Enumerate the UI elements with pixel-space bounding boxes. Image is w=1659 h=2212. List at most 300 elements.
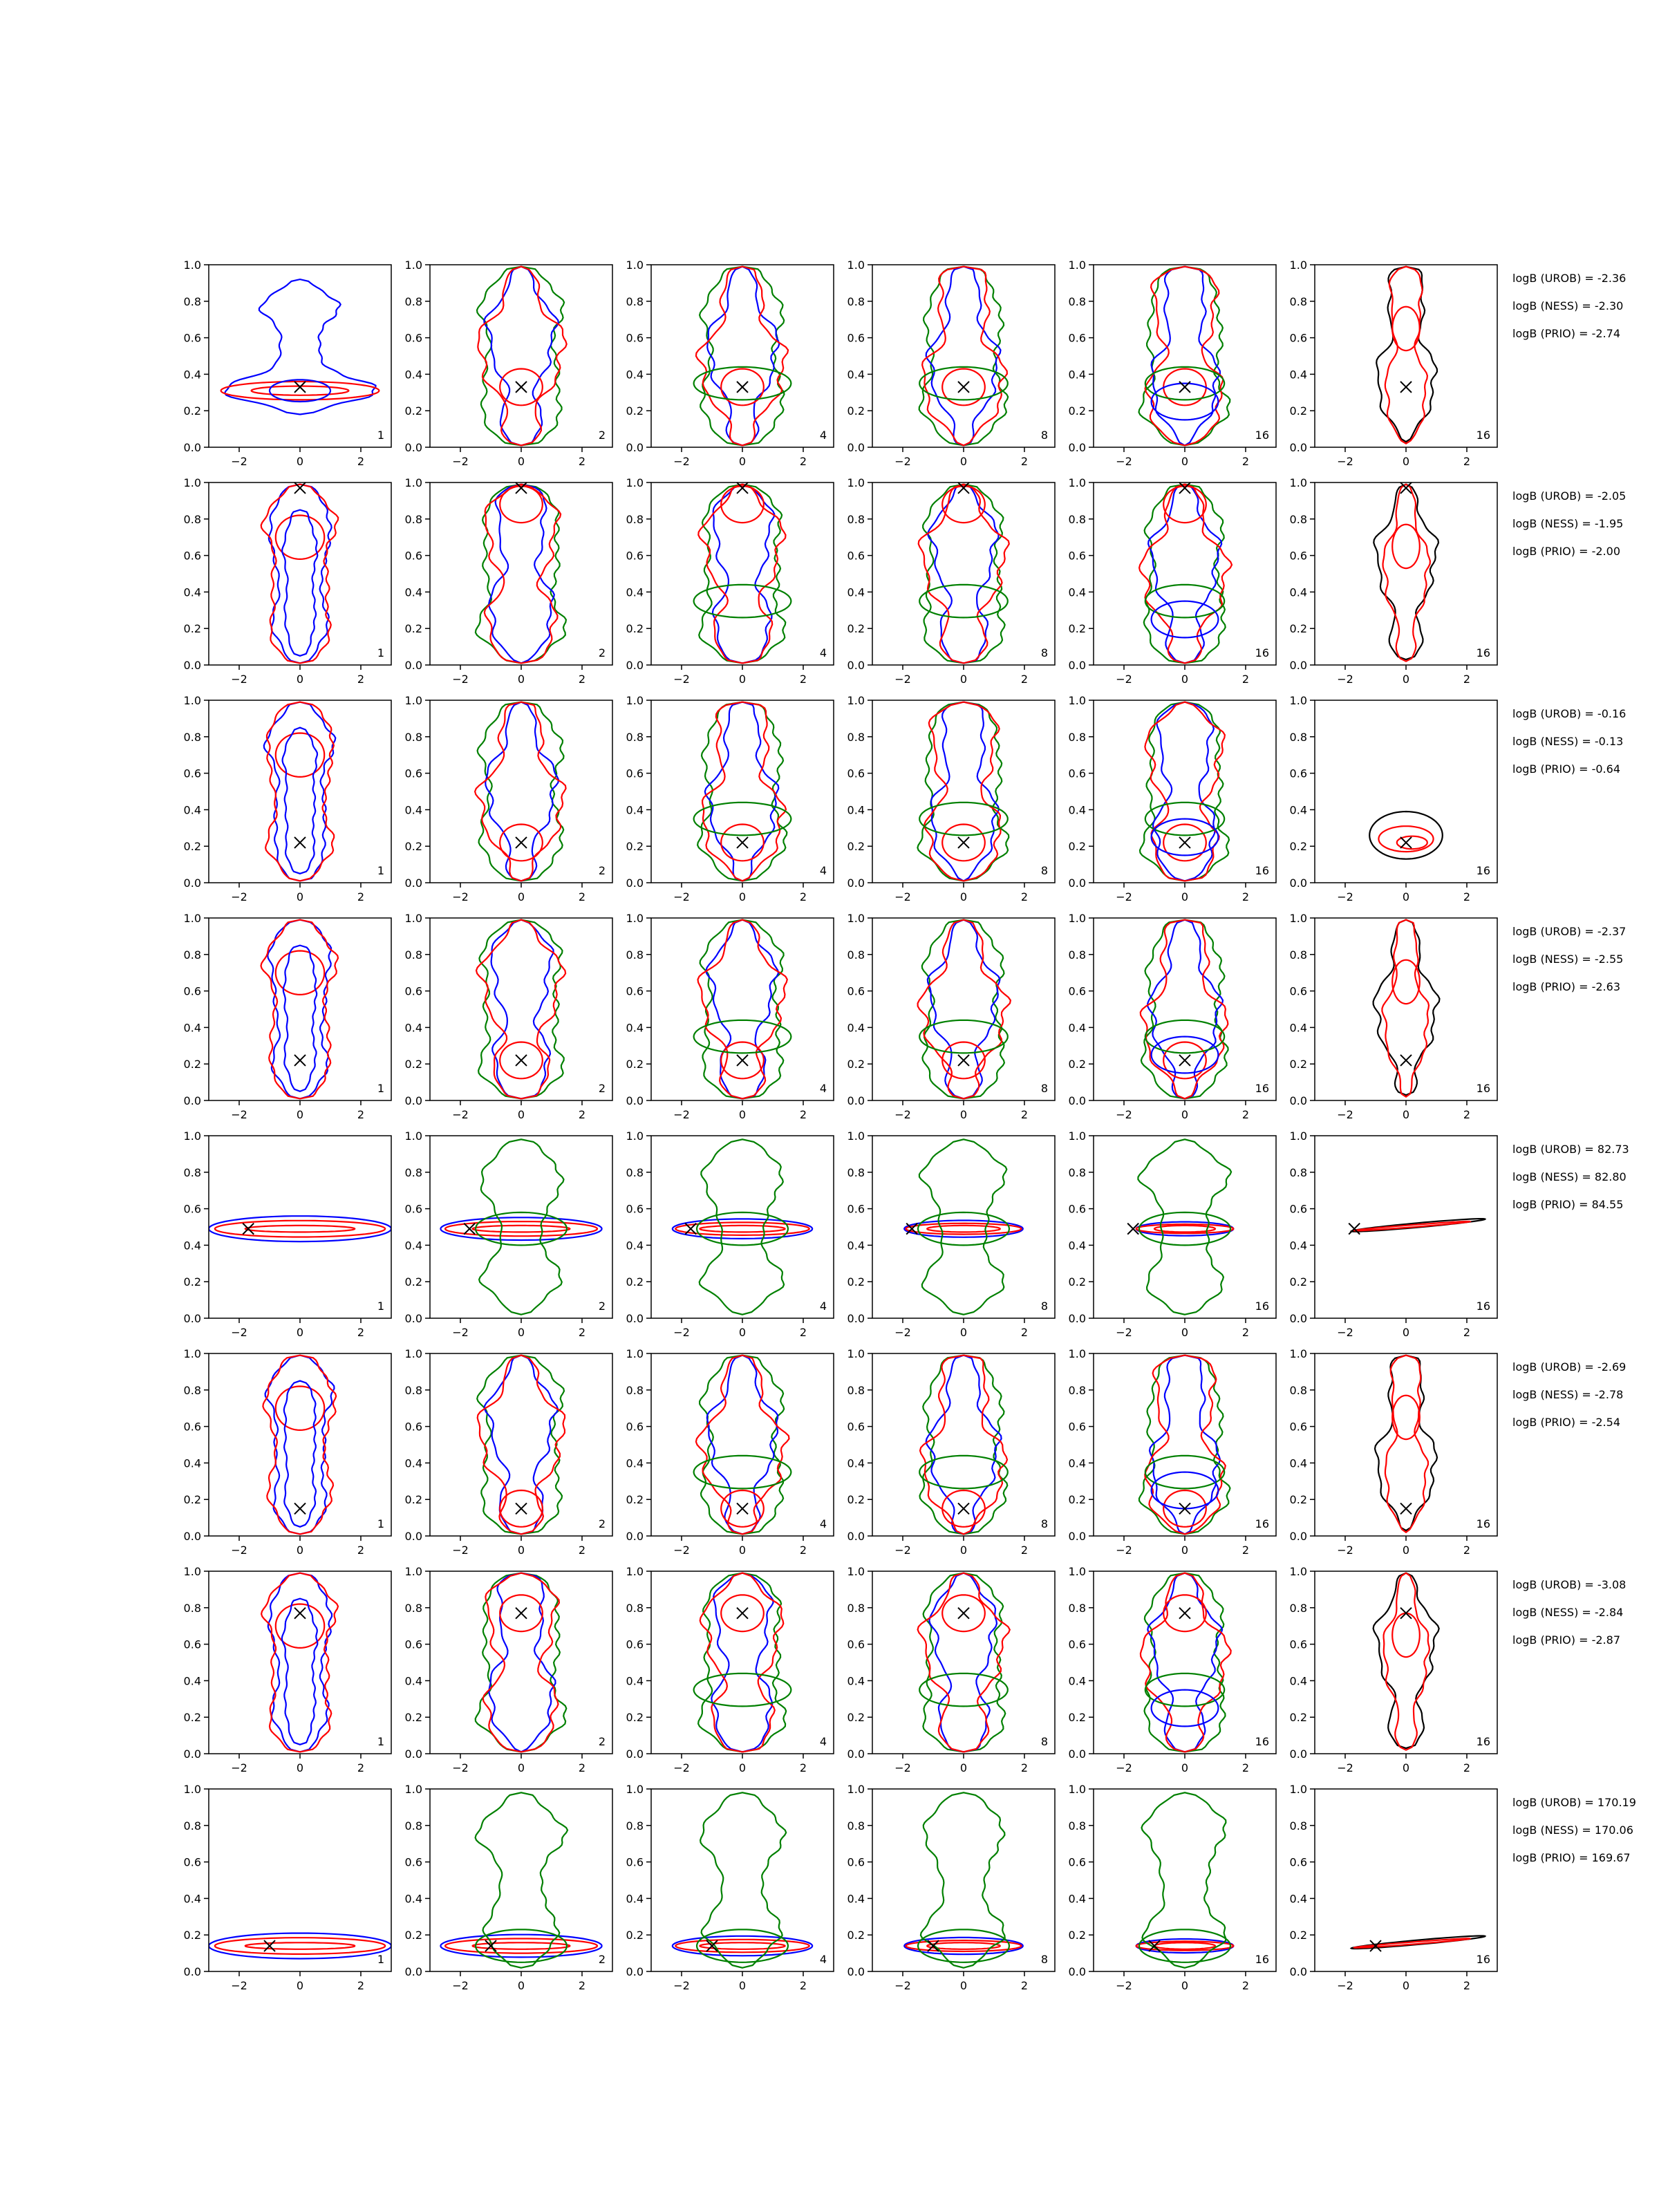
y-tick-label: 1.0 <box>1289 1347 1307 1360</box>
x-tick-label: −2 <box>894 1979 911 1992</box>
x-tick-label: −2 <box>1337 1979 1353 1992</box>
axes-frame <box>430 482 612 665</box>
y-tick-label: 0.0 <box>183 441 201 454</box>
contour-line <box>478 267 566 446</box>
true-value-marker <box>958 1055 969 1066</box>
y-tick-label: 0.4 <box>1289 1892 1307 1906</box>
y-tick-label: 0.4 <box>626 1892 644 1906</box>
panel-r5-c2 <box>405 1130 612 1339</box>
x-tick-label: 0 <box>296 1761 304 1774</box>
y-tick-label: 0.0 <box>1068 1965 1086 1978</box>
y-tick-label: 0.8 <box>847 512 865 526</box>
x-tick-label: 2 <box>799 455 807 468</box>
y-tick-label: 0.6 <box>1289 1638 1307 1651</box>
contour-line <box>919 1456 1008 1489</box>
x-tick-label: 0 <box>1181 1979 1189 1992</box>
y-tick-label: 0.0 <box>626 659 644 672</box>
x-tick-label: 0 <box>517 455 525 468</box>
y-tick-label: 0.6 <box>183 767 201 780</box>
column-label: 8 <box>1040 864 1048 877</box>
contour-line <box>694 1456 791 1489</box>
y-tick-label: 0.0 <box>1289 441 1307 454</box>
x-tick-label: −2 <box>231 455 247 468</box>
y-tick-label: 0.0 <box>847 1094 865 1107</box>
true-value-marker <box>1179 837 1190 848</box>
contour-line <box>698 920 787 1099</box>
y-tick-label: 0.4 <box>1289 585 1307 599</box>
y-tick-label: 0.6 <box>404 1420 422 1434</box>
y-tick-label: 0.0 <box>847 1747 865 1761</box>
contour-line <box>479 1139 563 1314</box>
contour-line <box>445 1221 597 1236</box>
y-tick-label: 0.6 <box>183 1855 201 1869</box>
contour-line <box>1148 485 1221 664</box>
y-tick-label: 0.4 <box>1068 1456 1086 1470</box>
y-tick-label: 1.0 <box>847 694 865 707</box>
y-tick-label: 1.0 <box>183 476 201 489</box>
y-tick-label: 0.2 <box>626 622 644 636</box>
x-tick-label: 2 <box>1020 1108 1029 1121</box>
contour-lines <box>264 702 336 881</box>
true-value-marker <box>294 837 306 848</box>
y-tick-label: 0.6 <box>1068 767 1086 780</box>
y-tick-label: 0.8 <box>626 730 644 744</box>
contour-line <box>1374 1573 1439 1749</box>
x-tick-label: 0 <box>296 1108 304 1121</box>
x-tick-label: 0 <box>1402 455 1410 468</box>
y-tick-label: 0.4 <box>183 1456 201 1470</box>
column-label: 8 <box>1040 1517 1048 1530</box>
x-tick-label: 2 <box>799 1979 807 1992</box>
x-tick-label: −2 <box>894 1108 911 1121</box>
y-tick-label: 1.0 <box>404 1783 422 1796</box>
x-tick-label: 2 <box>1241 455 1250 468</box>
x-tick-label: 0 <box>959 1979 968 1992</box>
y-tick-label: 0.4 <box>1289 803 1307 817</box>
y-tick-label: 0.6 <box>847 984 865 998</box>
contour-line <box>1152 384 1219 420</box>
y-tick-label: 0.6 <box>847 1202 865 1216</box>
contour-line <box>1154 1942 1215 1949</box>
x-tick-label: 0 <box>1181 1544 1189 1557</box>
x-tick-label: 0 <box>738 890 747 903</box>
y-tick-label: 1.0 <box>183 1347 201 1360</box>
contour-line <box>473 1942 570 1949</box>
y-tick-label: 0.6 <box>847 549 865 563</box>
contour-line <box>1374 485 1438 660</box>
bayes-factor-label: logB (NESS) = -2.30 <box>1512 299 1624 312</box>
y-tick-label: 1.0 <box>1068 1130 1086 1143</box>
contour-line <box>697 1212 788 1246</box>
contour-line <box>245 1226 355 1232</box>
bayes-factor-label: logB (PRIO) = -2.00 <box>1512 545 1620 558</box>
contour-line <box>476 920 565 1099</box>
y-tick-label: 0.4 <box>847 803 865 817</box>
y-tick-label: 0.8 <box>626 1383 644 1397</box>
axes-frame <box>430 918 612 1100</box>
y-tick-label: 0.6 <box>183 331 201 345</box>
x-tick-label: 2 <box>357 455 365 468</box>
contour-lines <box>1374 920 1440 1097</box>
x-tick-label: 0 <box>1402 890 1410 903</box>
contour-line <box>245 1942 355 1949</box>
x-tick-label: −2 <box>1116 1108 1132 1121</box>
y-tick-label: 0.8 <box>1068 294 1086 308</box>
y-tick-label: 0.4 <box>183 368 201 382</box>
x-tick-label: 2 <box>357 890 365 903</box>
y-tick-label: 0.8 <box>1068 948 1086 962</box>
y-tick-label: 0.4 <box>626 368 644 382</box>
bayes-factor-label: logB (NESS) = -0.13 <box>1512 735 1624 748</box>
y-tick-label: 1.0 <box>1068 476 1086 489</box>
y-tick-label: 0.4 <box>1289 1674 1307 1688</box>
y-tick-label: 0.0 <box>1289 1094 1307 1107</box>
y-tick-label: 0.8 <box>847 730 865 744</box>
y-tick-label: 0.2 <box>626 1493 644 1507</box>
x-tick-label: 2 <box>1241 673 1250 686</box>
x-tick-label: 2 <box>578 455 586 468</box>
x-tick-label: 0 <box>517 890 525 903</box>
y-tick-label: 1.0 <box>626 1130 644 1143</box>
contour-lines <box>1136 1139 1234 1314</box>
axes-frame <box>209 1789 391 1971</box>
axes-frame <box>209 265 391 447</box>
x-tick-label: −2 <box>452 1761 469 1774</box>
y-tick-label: 0.8 <box>1289 1383 1307 1397</box>
y-tick-label: 0.0 <box>183 1530 201 1543</box>
contour-line <box>919 1020 1008 1053</box>
contour-line <box>489 1573 555 1752</box>
contour-line <box>918 1929 1009 1962</box>
contour-line <box>1382 920 1429 1097</box>
y-tick-label: 0.4 <box>847 1892 865 1906</box>
y-tick-label: 1.0 <box>626 1783 644 1796</box>
y-tick-label: 0.6 <box>847 1638 865 1651</box>
y-tick-label: 0.4 <box>183 1021 201 1035</box>
x-tick-label: 2 <box>1020 890 1029 903</box>
x-tick-label: 2 <box>799 1544 807 1557</box>
x-tick-label: 0 <box>959 1108 968 1121</box>
contour-line <box>1152 1690 1219 1727</box>
y-tick-label: 0.0 <box>404 1312 422 1325</box>
column-label: 1 <box>377 1517 384 1530</box>
contour-line <box>1375 1356 1437 1531</box>
column-label: 2 <box>598 429 606 442</box>
y-tick-label: 0.8 <box>404 730 422 744</box>
y-tick-label: 0.8 <box>404 1601 422 1615</box>
column-label: 2 <box>598 646 606 659</box>
x-tick-label: 2 <box>1463 1544 1471 1557</box>
y-tick-label: 1.0 <box>404 259 422 272</box>
x-tick-label: 0 <box>517 1326 525 1339</box>
column-label: 4 <box>819 1300 827 1313</box>
y-tick-label: 0.2 <box>847 1493 865 1507</box>
y-tick-label: 0.4 <box>404 1892 422 1906</box>
x-tick-label: −2 <box>1116 455 1132 468</box>
y-tick-label: 0.2 <box>183 1711 201 1725</box>
y-tick-label: 0.2 <box>847 840 865 854</box>
contour-lines <box>694 1356 791 1535</box>
y-tick-label: 0.4 <box>404 585 422 599</box>
y-tick-label: 0.2 <box>183 1058 201 1071</box>
axes-frame <box>872 482 1055 665</box>
y-tick-label: 1.0 <box>404 1130 422 1143</box>
axes-frame <box>430 1571 612 1754</box>
x-tick-label: −2 <box>894 1761 911 1774</box>
x-tick-label: 0 <box>1402 1761 1410 1774</box>
y-tick-label: 0.0 <box>626 877 644 890</box>
y-tick-label: 0.4 <box>1289 1239 1307 1253</box>
x-tick-label: 0 <box>738 1979 747 1992</box>
x-tick-label: −2 <box>1116 1326 1132 1339</box>
x-tick-label: 0 <box>1181 1108 1189 1121</box>
contour-line <box>1147 920 1223 1099</box>
x-tick-label: −2 <box>673 1326 690 1339</box>
y-tick-label: 0.6 <box>183 549 201 563</box>
x-tick-label: 2 <box>1463 1108 1471 1121</box>
y-tick-label: 0.8 <box>1068 1383 1086 1397</box>
y-tick-label: 0.2 <box>183 840 201 854</box>
true-value-marker <box>737 837 748 848</box>
true-value-marker <box>1400 837 1412 848</box>
axes-frame <box>651 265 834 447</box>
column-label: 16 <box>1476 1082 1490 1095</box>
contour-lines <box>1139 1356 1230 1535</box>
contour-line <box>1139 1212 1230 1246</box>
axes-frame <box>209 1136 391 1318</box>
x-tick-label: 0 <box>296 1544 304 1557</box>
x-tick-label: 2 <box>357 1326 365 1339</box>
x-tick-label: 2 <box>1463 1326 1471 1339</box>
contour-lines <box>1141 1573 1231 1752</box>
y-tick-label: 0.8 <box>183 294 201 308</box>
x-tick-label: −2 <box>673 673 690 686</box>
contour-lines <box>476 485 566 664</box>
y-tick-label: 0.8 <box>1068 512 1086 526</box>
panel-r8-c4 <box>847 1783 1055 1992</box>
contour-line <box>269 485 332 664</box>
axes-frame <box>1315 700 1497 883</box>
y-tick-label: 1.0 <box>404 476 422 489</box>
x-tick-label: 0 <box>517 1979 525 1992</box>
contour-line <box>706 920 778 1099</box>
y-tick-label: 0.6 <box>404 1855 422 1869</box>
contour-line <box>1392 960 1420 1004</box>
y-tick-label: 0.6 <box>847 767 865 780</box>
bayes-factor-label: logB (PRIO) = -2.74 <box>1512 327 1620 340</box>
contour-line <box>923 485 1005 664</box>
contour-lines <box>209 1216 391 1241</box>
axes-frame <box>1094 1136 1276 1318</box>
y-tick-label: 0.0 <box>626 1530 644 1543</box>
x-tick-label: −2 <box>452 1979 469 1992</box>
contour-line <box>489 485 554 664</box>
panel-r8-c1 <box>184 1783 391 1992</box>
y-tick-label: 0.4 <box>404 1674 422 1688</box>
column-label: 16 <box>1476 429 1490 442</box>
panel-r2-c2 <box>405 476 612 686</box>
column-label: 4 <box>819 1082 827 1095</box>
panel-r8-c5 <box>1069 1783 1276 1992</box>
contour-lines <box>261 920 339 1099</box>
axes-frame <box>651 1571 834 1754</box>
y-tick-label: 0.2 <box>404 1929 422 1942</box>
true-value-marker <box>294 1055 306 1066</box>
y-tick-label: 1.0 <box>1289 694 1307 707</box>
x-tick-label: −2 <box>1116 890 1132 903</box>
y-tick-label: 0.2 <box>404 622 422 636</box>
column-label: 4 <box>819 646 827 659</box>
y-tick-label: 0.4 <box>626 1674 644 1688</box>
x-tick-label: −2 <box>1337 455 1353 468</box>
y-tick-label: 1.0 <box>847 1347 865 1360</box>
y-tick-label: 0.8 <box>183 1601 201 1615</box>
x-tick-label: 2 <box>357 1544 365 1557</box>
x-tick-label: 2 <box>1020 1979 1029 1992</box>
column-label: 2 <box>598 1735 606 1748</box>
x-tick-label: −2 <box>1116 673 1132 686</box>
bayes-factor-label: logB (UROB) = -2.37 <box>1512 925 1627 938</box>
contour-lines <box>919 267 1009 446</box>
y-tick-label: 0.8 <box>847 1165 865 1179</box>
y-tick-label: 0.0 <box>847 877 865 890</box>
y-tick-label: 0.2 <box>626 1275 644 1289</box>
bayes-factor-label: logB (NESS) = -1.95 <box>1512 517 1624 530</box>
x-tick-label: 0 <box>738 1761 747 1774</box>
x-tick-label: 2 <box>578 1761 586 1774</box>
y-tick-label: 0.8 <box>1068 1165 1086 1179</box>
y-tick-label: 0.2 <box>1068 1275 1086 1289</box>
x-tick-label: 0 <box>959 673 968 686</box>
column-label: 1 <box>377 864 384 877</box>
y-tick-label: 0.2 <box>847 622 865 636</box>
contour-line <box>707 1356 778 1535</box>
y-tick-label: 0.4 <box>847 368 865 382</box>
contour-line <box>484 267 559 446</box>
true-value-marker <box>737 1503 748 1514</box>
y-tick-label: 0.8 <box>847 948 865 962</box>
true-value-marker <box>264 1940 275 1951</box>
true-value-marker <box>958 1503 969 1514</box>
y-tick-label: 0.8 <box>1068 1819 1086 1833</box>
x-tick-label: 0 <box>1181 1761 1189 1774</box>
y-tick-label: 0.2 <box>847 1275 865 1289</box>
bayes-factor-label: logB (PRIO) = -0.64 <box>1512 762 1620 776</box>
y-tick-label: 0.2 <box>1289 1275 1307 1289</box>
contour-lines <box>261 1573 338 1752</box>
axes-frame <box>872 1789 1055 1971</box>
contour-line <box>675 1940 809 1953</box>
contour-line <box>1153 702 1215 881</box>
panel-r1-c6 <box>1290 259 1497 468</box>
y-tick-label: 0.4 <box>1068 1021 1086 1035</box>
contour-line <box>918 1212 1009 1246</box>
y-tick-label: 0.4 <box>1068 1892 1086 1906</box>
contour-line <box>694 367 791 400</box>
column-label: 16 <box>1476 1517 1490 1530</box>
axes-frame <box>1315 1571 1497 1754</box>
y-tick-label: 0.8 <box>626 1819 644 1833</box>
contour-line <box>284 1381 316 1527</box>
y-tick-label: 0.2 <box>1068 622 1086 636</box>
y-tick-label: 0.2 <box>1289 622 1307 636</box>
y-tick-label: 1.0 <box>1289 1565 1307 1578</box>
x-tick-label: 0 <box>959 890 968 903</box>
y-tick-label: 0.6 <box>404 1638 422 1651</box>
x-tick-label: 0 <box>1181 890 1189 903</box>
bayes-factor-label: logB (NESS) = 82.80 <box>1512 1170 1627 1183</box>
y-tick-label: 0.6 <box>1068 1855 1086 1869</box>
x-tick-label: −2 <box>452 455 469 468</box>
column-label: 2 <box>598 1953 606 1966</box>
panel-r2-c5 <box>1069 476 1276 686</box>
column-label: 2 <box>598 1082 606 1095</box>
panel-r6-c5 <box>1069 1347 1276 1557</box>
column-label: 2 <box>598 1300 606 1313</box>
contour-line <box>485 1356 558 1535</box>
y-tick-label: 0.2 <box>183 622 201 636</box>
y-tick-label: 0.8 <box>626 1601 644 1615</box>
x-tick-label: 0 <box>1402 1544 1410 1557</box>
contour-line <box>215 1221 385 1237</box>
panel-r7-c6 <box>1290 1565 1497 1774</box>
y-tick-label: 0.4 <box>183 1674 201 1688</box>
y-tick-label: 1.0 <box>1289 912 1307 925</box>
x-tick-label: −2 <box>1337 1761 1353 1774</box>
bayes-factor-label: logB (UROB) = -2.69 <box>1512 1360 1627 1374</box>
contour-lines <box>1374 1573 1439 1750</box>
x-tick-label: 0 <box>738 673 747 686</box>
y-tick-label: 0.8 <box>1289 1165 1307 1179</box>
y-tick-label: 0.0 <box>404 441 422 454</box>
y-tick-label: 0.2 <box>404 1493 422 1507</box>
true-value-marker <box>958 1608 969 1619</box>
y-tick-label: 1.0 <box>847 1783 865 1796</box>
contour-lines <box>476 1573 567 1752</box>
x-tick-label: −2 <box>894 455 911 468</box>
panel-r4-c6 <box>1290 912 1497 1121</box>
y-tick-label: 0.8 <box>404 294 422 308</box>
x-tick-label: −2 <box>1337 1326 1353 1339</box>
y-tick-label: 0.2 <box>404 1275 422 1289</box>
y-tick-label: 0.6 <box>1068 1420 1086 1434</box>
y-tick-label: 0.2 <box>1068 1493 1086 1507</box>
x-tick-label: −2 <box>673 1108 690 1121</box>
y-tick-label: 0.2 <box>1068 1711 1086 1725</box>
y-tick-label: 1.0 <box>183 694 201 707</box>
column-label: 8 <box>1040 1953 1048 1966</box>
y-tick-label: 0.6 <box>1289 767 1307 780</box>
y-tick-label: 0.0 <box>1068 659 1086 672</box>
contour-lines <box>440 1792 601 1967</box>
contour-line <box>700 1792 786 1967</box>
x-tick-label: 0 <box>1181 1326 1189 1339</box>
x-tick-label: −2 <box>894 890 911 903</box>
y-tick-label: 0.0 <box>1068 1312 1086 1325</box>
x-tick-label: −2 <box>1116 1544 1132 1557</box>
y-tick-label: 0.8 <box>1289 948 1307 962</box>
y-tick-label: 1.0 <box>626 912 644 925</box>
contour-line <box>1150 1356 1220 1535</box>
x-tick-label: −2 <box>894 1544 911 1557</box>
y-tick-label: 0.6 <box>626 549 644 563</box>
y-tick-label: 0.6 <box>1289 549 1307 563</box>
y-tick-label: 0.0 <box>404 1530 422 1543</box>
contour-line <box>1139 267 1230 446</box>
y-tick-label: 0.8 <box>183 1165 201 1179</box>
y-tick-label: 0.2 <box>404 404 422 418</box>
true-value-marker <box>516 1608 527 1619</box>
